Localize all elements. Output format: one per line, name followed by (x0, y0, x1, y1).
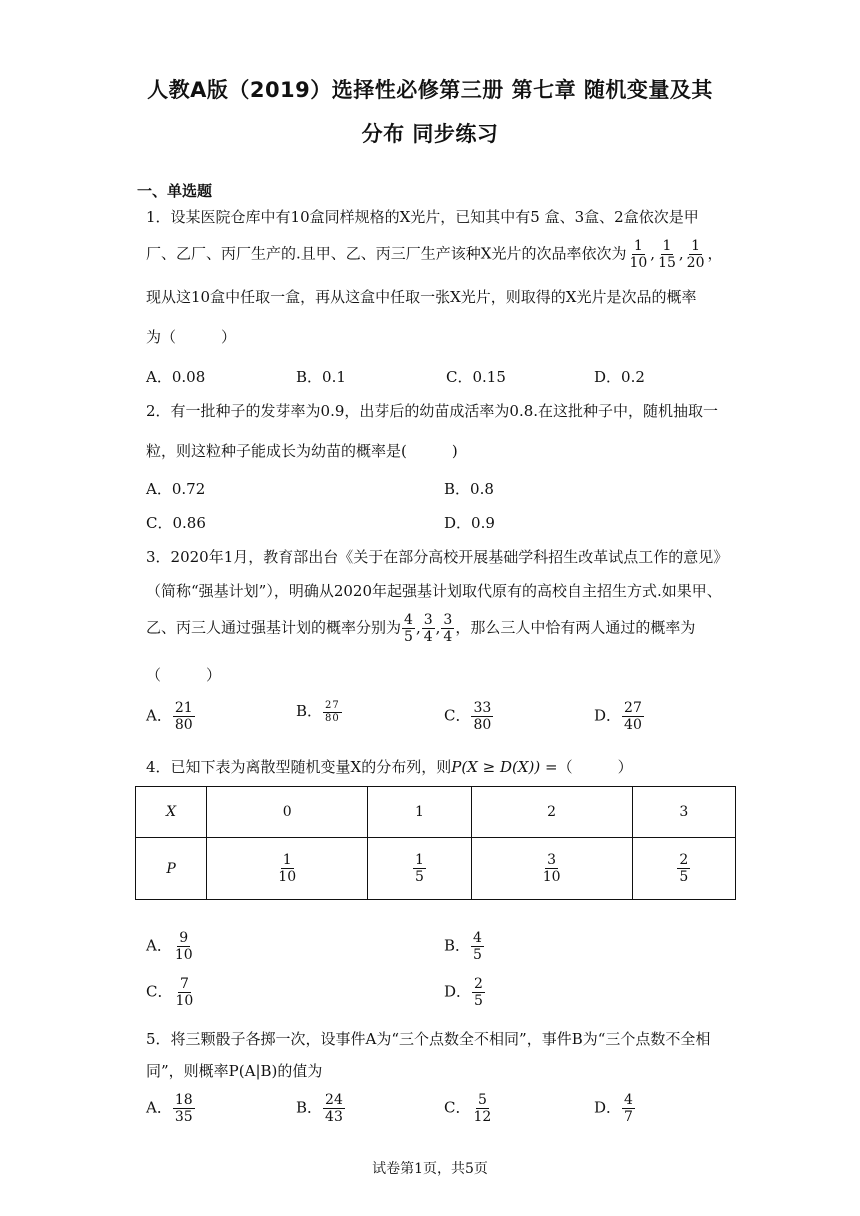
q4-option-b-letter: B． (444, 936, 471, 955)
q3-frac-2-den: 4 (423, 629, 433, 646)
q1-line-2-text: 厂、乙厂、丙厂生产的.且甲、乙、丙三厂生产该种X光片的次品率依次为 (146, 244, 627, 263)
q3-line-4: （ ） (146, 666, 222, 684)
page-footer: 试卷第1页，共5页 (372, 1161, 488, 1177)
q3-option-d-letter: D． (594, 706, 622, 725)
table-cell-x-2: 2 (471, 787, 632, 838)
q5-option-c-num: 5 (477, 1092, 487, 1108)
q1-line-2: 厂、乙厂、丙厂生产的.且甲、乙、丙三厂生产该种X光片的次品率依次为 $\frac{1}{10}$ , $\frac{1}{15}$ , $\frac{1}{20}$ ， (146, 238, 723, 272)
p0-num: 1 (282, 851, 292, 868)
q2-line-2: 粒，则这粒种子能成长为幼苗的概率是( ) (146, 442, 458, 460)
q1-option-a[interactable]: A．0.08 (146, 368, 206, 386)
q3-fraction-1 (402, 612, 415, 645)
p2-den: 10 (542, 869, 561, 885)
p1-fraction (413, 852, 426, 885)
table-header-x: X (136, 787, 207, 838)
q5-option-d-num: 4 (624, 1092, 633, 1108)
q3-frac-3-den: 4 (443, 629, 453, 646)
q5-option-b-den: 43 (325, 1109, 343, 1126)
table-cell-p-2 (471, 838, 632, 900)
q5-option-b-num: 24 (325, 1092, 343, 1108)
q1-frac-1-num: 1 (633, 238, 643, 254)
section-heading: 一、单选题 (137, 182, 213, 200)
q1-frac-1-den: 10 (629, 255, 648, 272)
q5-option-b-letter: B． (296, 1098, 323, 1117)
q5-option-d-den: 7 (624, 1109, 633, 1126)
q3-fraction-2 (422, 612, 435, 645)
q5-option-a-fraction (173, 1092, 195, 1125)
q4-option-a[interactable] (146, 930, 196, 963)
q3-option-a-den: 80 (174, 717, 193, 734)
q3-option-d-num: 27 (624, 700, 642, 716)
q3-frac-3-num: 3 (443, 612, 453, 628)
p2-fraction (541, 852, 563, 885)
q3-line-2: （简称“强基计划”），明确从2020年起强基计划取代原有的高校自主招生方式.如果甲、 (146, 582, 722, 600)
p1-den: 5 (414, 869, 424, 885)
q3-frac-1-num: 4 (404, 612, 413, 628)
q1-frac-2-den: 15 (658, 255, 676, 272)
q4-expression: P(X ≥ D(X)) = (451, 758, 558, 776)
q3-option-c[interactable] (444, 700, 494, 733)
table-cell-p-1 (368, 838, 471, 900)
document-title-line-1: 人教A版（2019）选择性必修第三册 第七章 随机变量及其 (147, 78, 713, 102)
q3-option-b-den: 80 (325, 712, 340, 724)
q3-option-b-letter: B． (296, 702, 323, 720)
q4-option-c-den: 10 (175, 993, 194, 1010)
q5-option-a-den: 35 (174, 1109, 193, 1126)
q1-fraction-3 (685, 238, 707, 271)
q3-option-d-den: 40 (624, 717, 642, 734)
p1-num: 1 (414, 851, 424, 868)
q3-option-a-num: 21 (174, 700, 193, 716)
table-cell-p-3 (632, 838, 735, 900)
q1-line-3: 现从这10盒中任取一盒，再从这盒中任取一张X光片，则取得的X光片是次品的概率 (146, 288, 697, 306)
q4-option-b-den: 5 (473, 947, 482, 964)
q1-option-c[interactable]: C．0.15 (446, 368, 506, 386)
q2-option-b[interactable]: B．0.8 (444, 480, 494, 498)
q4-option-a-fraction (173, 930, 195, 963)
p2-num: 3 (547, 851, 557, 868)
distribution-table (135, 786, 736, 900)
q3-frac-1-den: 5 (404, 629, 413, 646)
q5-line-2: 同”，则概率P(A|B)的值为 (146, 1062, 323, 1080)
q4-option-d-fraction (472, 976, 485, 1009)
p3-num: 2 (679, 851, 689, 868)
p3-den: 5 (679, 869, 689, 885)
q5-line-1: 5．将三颗骰子各掷一次，设事件A为“三个点数全不相同”，事件B为“三个点数不全相 (146, 1030, 711, 1048)
q3-option-c-fraction (471, 700, 493, 733)
q5-option-d-letter: D． (594, 1098, 622, 1117)
q4-option-c[interactable] (146, 976, 196, 1009)
q5-option-b-fraction (323, 1092, 345, 1125)
q1-fraction-1 (627, 238, 649, 271)
q5-option-a-letter: A． (146, 1098, 172, 1117)
q4-option-c-letter: C． (146, 982, 173, 1001)
q3-option-a-letter: A． (146, 706, 172, 725)
q2-option-c[interactable]: C．0.86 (146, 514, 206, 532)
q5-option-c-den: 12 (473, 1109, 492, 1126)
q1-frac-3-den: 20 (686, 255, 705, 272)
p3-fraction (677, 852, 690, 885)
q3-option-d[interactable] (594, 700, 645, 733)
q4-option-c-fraction (173, 976, 195, 1009)
q2-option-a[interactable]: A．0.72 (146, 480, 206, 498)
q3-option-c-num: 33 (473, 700, 492, 716)
q5-option-d[interactable] (594, 1092, 636, 1125)
q3-option-b-num: 27 (325, 700, 340, 711)
q5-option-c-fraction (471, 1092, 493, 1125)
q4-option-b-fraction (471, 930, 484, 963)
table-cell-x-0: 0 (207, 787, 368, 838)
q4-line-1-text-a: 4．已知下表为离散型随机变量X的分布列，则 (146, 758, 452, 776)
q3-option-b[interactable] (296, 700, 343, 724)
table-row-p (136, 838, 736, 900)
q3-line-3-text-a: 乙、丙三人通过强基计划的概率分别为 (146, 618, 402, 637)
document-title-line-2: 分布 同步练习 (361, 122, 499, 146)
q3-fraction-3 (441, 612, 454, 645)
q5-option-a[interactable] (146, 1092, 196, 1125)
table-row-x (136, 787, 736, 838)
q4-option-a-letter: A． (146, 936, 172, 955)
q4-line-1 (146, 756, 633, 777)
q2-option-d[interactable]: D．0.9 (444, 514, 495, 532)
q3-frac-2-num: 3 (423, 612, 433, 628)
q3-option-d-fraction (622, 700, 644, 733)
q1-frac-2-num: 1 (662, 238, 672, 254)
q4-option-a-den: 10 (174, 947, 193, 964)
table-cell-p-0 (207, 838, 368, 900)
q3-option-b-fraction (323, 700, 342, 724)
q4-option-d-num: 2 (474, 976, 483, 992)
q1-option-b[interactable]: B．0.1 (296, 368, 346, 386)
q3-option-c-den: 80 (473, 717, 492, 734)
q4-option-b-num: 4 (473, 930, 482, 946)
q5-option-d-fraction (622, 1092, 635, 1125)
table-header-p: P (136, 838, 207, 900)
table-cell-x-1: 1 (368, 787, 471, 838)
q4-option-d-den: 5 (474, 993, 483, 1010)
q1-option-d[interactable]: D．0.2 (594, 368, 645, 386)
q3-option-a-fraction (173, 700, 195, 733)
q4-option-c-num: 7 (179, 976, 189, 992)
q5-option-c-letter: C． (444, 1098, 471, 1117)
q2-line-1: 2．有一批种子的发芽率为0.9，出芽后的幼苗成活率为0.8.在这批种子中，随机抽取一 (146, 402, 719, 420)
q5-option-a-num: 18 (174, 1092, 193, 1108)
q1-line-1: 1．设某医院仓库中有10盒同样规格的X光片，已知其中有5 盒、3盒、2盒依次是甲 (146, 208, 699, 226)
q3-line-3-text-b: ，那么三人中恰有两人通过的概率为 (455, 618, 696, 637)
q5-option-c[interactable] (444, 1092, 494, 1125)
q3-option-c-letter: C． (444, 706, 471, 725)
q1-frac-3-num: 1 (691, 238, 701, 254)
q4-line-1-text-b: （ ） (557, 758, 633, 776)
q4-option-d-letter: D． (444, 982, 472, 1001)
q4-option-a-num: 9 (179, 930, 189, 946)
q3-option-a[interactable] (146, 700, 196, 733)
p0-den: 10 (278, 869, 297, 885)
q3-line-1: 3．2020年1月，教育部出台《关于在部分高校开展基础学科招生改革试点工作的意见》 (146, 548, 729, 566)
q1-line-4: 为（ ） (146, 328, 237, 346)
q4-option-b[interactable] (444, 930, 485, 963)
table-cell-x-3: 3 (632, 787, 735, 838)
q4-option-d[interactable] (444, 976, 486, 1009)
q5-option-b[interactable] (296, 1092, 346, 1125)
q3-line-3: 乙、丙三人通过强基计划的概率分别为 $\frac{4}{5}$ , $\frac{3}{4}$ , $\frac{3}{4}$ ，那么三人中恰有两人通过的概率为 (146, 612, 696, 646)
q1-fraction-2 (656, 238, 678, 271)
p0-fraction (276, 852, 298, 885)
